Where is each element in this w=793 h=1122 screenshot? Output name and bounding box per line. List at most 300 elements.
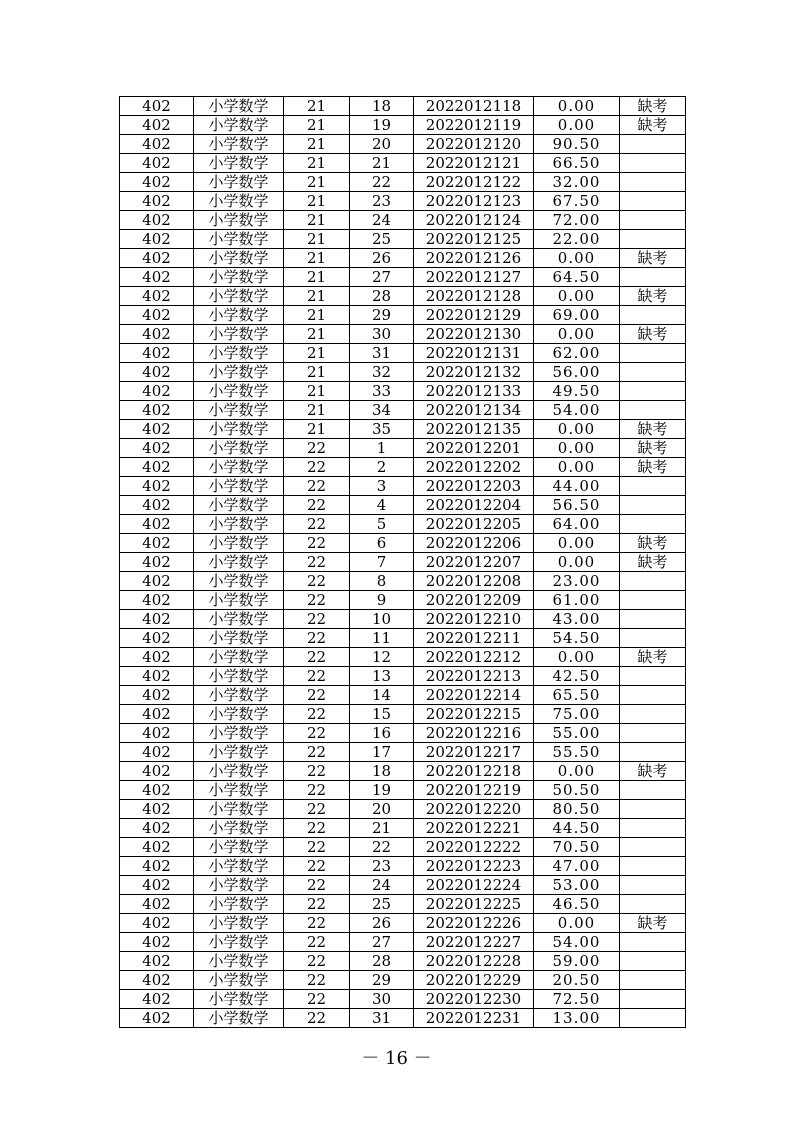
room-cell: 22 bbox=[284, 914, 350, 933]
subject-cell: 小学数学 bbox=[194, 876, 284, 895]
seat-cell: 27 bbox=[350, 268, 414, 287]
room-cell: 22 bbox=[284, 591, 350, 610]
ticket-number-cell: 2022012132 bbox=[414, 363, 534, 382]
exam-code-cell: 402 bbox=[120, 97, 194, 116]
seat-cell: 20 bbox=[350, 135, 414, 154]
remark-cell bbox=[620, 895, 686, 914]
seat-cell: 14 bbox=[350, 686, 414, 705]
seat-cell: 21 bbox=[350, 819, 414, 838]
exam-code-cell: 402 bbox=[120, 800, 194, 819]
ticket-number-cell: 2022012206 bbox=[414, 534, 534, 553]
score-table bbox=[119, 96, 686, 1028]
subject-cell: 小学数学 bbox=[194, 306, 284, 325]
seat-cell: 24 bbox=[350, 211, 414, 230]
ticket-number-cell: 2022012122 bbox=[414, 173, 534, 192]
room-cell: 22 bbox=[284, 610, 350, 629]
score-cell: 32.00 bbox=[534, 173, 620, 192]
table-row bbox=[120, 382, 686, 401]
room-cell: 21 bbox=[284, 306, 350, 325]
seat-cell: 33 bbox=[350, 382, 414, 401]
remark-cell bbox=[620, 401, 686, 420]
ticket-number-cell: 2022012201 bbox=[414, 439, 534, 458]
score-cell: 22.00 bbox=[534, 230, 620, 249]
seat-cell: 15 bbox=[350, 705, 414, 724]
score-cell: 59.00 bbox=[534, 952, 620, 971]
exam-code-cell: 402 bbox=[120, 1009, 194, 1028]
room-cell: 22 bbox=[284, 458, 350, 477]
seat-cell: 21 bbox=[350, 154, 414, 173]
remark-cell bbox=[620, 382, 686, 401]
subject-cell: 小学数学 bbox=[194, 420, 284, 439]
subject-cell: 小学数学 bbox=[194, 838, 284, 857]
score-cell: 43.00 bbox=[534, 610, 620, 629]
subject-cell: 小学数学 bbox=[194, 724, 284, 743]
seat-cell: 25 bbox=[350, 895, 414, 914]
ticket-number-cell: 2022012203 bbox=[414, 477, 534, 496]
remark-cell bbox=[620, 781, 686, 800]
table-row bbox=[120, 648, 686, 667]
ticket-number-cell: 2022012215 bbox=[414, 705, 534, 724]
room-cell: 21 bbox=[284, 420, 350, 439]
table-row bbox=[120, 439, 686, 458]
seat-cell: 8 bbox=[350, 572, 414, 591]
remark-cell: 缺考 bbox=[620, 914, 686, 933]
remark-cell bbox=[620, 192, 686, 211]
seat-cell: 1 bbox=[350, 439, 414, 458]
score-cell: 90.50 bbox=[534, 135, 620, 154]
subject-cell: 小学数学 bbox=[194, 439, 284, 458]
ticket-number-cell: 2022012123 bbox=[414, 192, 534, 211]
seat-cell: 26 bbox=[350, 249, 414, 268]
subject-cell: 小学数学 bbox=[194, 667, 284, 686]
table-row bbox=[120, 477, 686, 496]
room-cell: 21 bbox=[284, 154, 350, 173]
room-cell: 22 bbox=[284, 705, 350, 724]
ticket-number-cell: 2022012202 bbox=[414, 458, 534, 477]
subject-cell: 小学数学 bbox=[194, 249, 284, 268]
table-row bbox=[120, 762, 686, 781]
exam-code-cell: 402 bbox=[120, 154, 194, 173]
seat-cell: 4 bbox=[350, 496, 414, 515]
ticket-number-cell: 2022012133 bbox=[414, 382, 534, 401]
room-cell: 22 bbox=[284, 515, 350, 534]
score-cell: 44.00 bbox=[534, 477, 620, 496]
ticket-number-cell: 2022012226 bbox=[414, 914, 534, 933]
room-cell: 22 bbox=[284, 648, 350, 667]
ticket-number-cell: 2022012213 bbox=[414, 667, 534, 686]
seat-cell: 19 bbox=[350, 781, 414, 800]
ticket-number-cell: 2022012214 bbox=[414, 686, 534, 705]
seat-cell: 19 bbox=[350, 116, 414, 135]
table-row bbox=[120, 686, 686, 705]
seat-cell: 12 bbox=[350, 648, 414, 667]
exam-code-cell: 402 bbox=[120, 496, 194, 515]
table-row bbox=[120, 154, 686, 173]
exam-code-cell: 402 bbox=[120, 762, 194, 781]
score-cell: 47.00 bbox=[534, 857, 620, 876]
subject-cell: 小学数学 bbox=[194, 990, 284, 1009]
subject-cell: 小学数学 bbox=[194, 496, 284, 515]
exam-code-cell: 402 bbox=[120, 192, 194, 211]
seat-cell: 22 bbox=[350, 173, 414, 192]
score-cell: 50.50 bbox=[534, 781, 620, 800]
table-row bbox=[120, 914, 686, 933]
ticket-number-cell: 2022012218 bbox=[414, 762, 534, 781]
seat-cell: 29 bbox=[350, 306, 414, 325]
subject-cell: 小学数学 bbox=[194, 591, 284, 610]
room-cell: 22 bbox=[284, 876, 350, 895]
remark-cell: 缺考 bbox=[620, 534, 686, 553]
remark-cell: 缺考 bbox=[620, 420, 686, 439]
remark-cell: 缺考 bbox=[620, 97, 686, 116]
exam-code-cell: 402 bbox=[120, 268, 194, 287]
subject-cell: 小学数学 bbox=[194, 572, 284, 591]
room-cell: 22 bbox=[284, 496, 350, 515]
score-cell: 55.50 bbox=[534, 743, 620, 762]
subject-cell: 小学数学 bbox=[194, 287, 284, 306]
ticket-number-cell: 2022012126 bbox=[414, 249, 534, 268]
ticket-number-cell: 2022012221 bbox=[414, 819, 534, 838]
room-cell: 21 bbox=[284, 287, 350, 306]
table-row bbox=[120, 667, 686, 686]
exam-code-cell: 402 bbox=[120, 534, 194, 553]
exam-code-cell: 402 bbox=[120, 553, 194, 572]
table-row bbox=[120, 287, 686, 306]
room-cell: 22 bbox=[284, 667, 350, 686]
table-row bbox=[120, 534, 686, 553]
score-cell: 23.00 bbox=[534, 572, 620, 591]
subject-cell: 小学数学 bbox=[194, 116, 284, 135]
subject-cell: 小学数学 bbox=[194, 230, 284, 249]
table-row bbox=[120, 857, 686, 876]
subject-cell: 小学数学 bbox=[194, 648, 284, 667]
exam-code-cell: 402 bbox=[120, 971, 194, 990]
ticket-number-cell: 2022012225 bbox=[414, 895, 534, 914]
remark-cell: 缺考 bbox=[620, 325, 686, 344]
table-row bbox=[120, 591, 686, 610]
remark-cell bbox=[620, 876, 686, 895]
table-row bbox=[120, 743, 686, 762]
remark-cell bbox=[620, 135, 686, 154]
table-row bbox=[120, 97, 686, 116]
ticket-number-cell: 2022012125 bbox=[414, 230, 534, 249]
seat-cell: 23 bbox=[350, 192, 414, 211]
exam-code-cell: 402 bbox=[120, 743, 194, 762]
room-cell: 22 bbox=[284, 800, 350, 819]
exam-code-cell: 402 bbox=[120, 116, 194, 135]
table-row bbox=[120, 724, 686, 743]
score-cell: 54.50 bbox=[534, 629, 620, 648]
room-cell: 22 bbox=[284, 724, 350, 743]
table-row bbox=[120, 933, 686, 952]
exam-code-cell: 402 bbox=[120, 724, 194, 743]
ticket-number-cell: 2022012129 bbox=[414, 306, 534, 325]
subject-cell: 小学数学 bbox=[194, 477, 284, 496]
ticket-number-cell: 2022012124 bbox=[414, 211, 534, 230]
score-cell: 44.50 bbox=[534, 819, 620, 838]
table-row bbox=[120, 496, 686, 515]
score-cell: 53.00 bbox=[534, 876, 620, 895]
remark-cell: 缺考 bbox=[620, 116, 686, 135]
exam-code-cell: 402 bbox=[120, 648, 194, 667]
remark-cell bbox=[620, 572, 686, 591]
room-cell: 21 bbox=[284, 382, 350, 401]
subject-cell: 小学数学 bbox=[194, 135, 284, 154]
seat-cell: 23 bbox=[350, 857, 414, 876]
score-cell: 55.00 bbox=[534, 724, 620, 743]
ticket-number-cell: 2022012205 bbox=[414, 515, 534, 534]
room-cell: 22 bbox=[284, 477, 350, 496]
seat-cell: 30 bbox=[350, 325, 414, 344]
ticket-number-cell: 2022012135 bbox=[414, 420, 534, 439]
subject-cell: 小学数学 bbox=[194, 705, 284, 724]
exam-code-cell: 402 bbox=[120, 857, 194, 876]
seat-cell: 34 bbox=[350, 401, 414, 420]
exam-code-cell: 402 bbox=[120, 249, 194, 268]
table-row bbox=[120, 876, 686, 895]
score-cell: 56.50 bbox=[534, 496, 620, 515]
score-cell: 72.00 bbox=[534, 211, 620, 230]
remark-cell bbox=[620, 857, 686, 876]
table-row bbox=[120, 990, 686, 1009]
seat-cell: 35 bbox=[350, 420, 414, 439]
score-table-body bbox=[120, 97, 686, 1028]
score-cell: 64.00 bbox=[534, 515, 620, 534]
seat-cell: 32 bbox=[350, 363, 414, 382]
exam-code-cell: 402 bbox=[120, 420, 194, 439]
table-row bbox=[120, 629, 686, 648]
seat-cell: 27 bbox=[350, 933, 414, 952]
table-row bbox=[120, 401, 686, 420]
ticket-number-cell: 2022012209 bbox=[414, 591, 534, 610]
room-cell: 21 bbox=[284, 173, 350, 192]
seat-cell: 18 bbox=[350, 97, 414, 116]
score-cell: 0.00 bbox=[534, 648, 620, 667]
table-row bbox=[120, 344, 686, 363]
score-cell: 67.50 bbox=[534, 192, 620, 211]
exam-code-cell: 402 bbox=[120, 439, 194, 458]
room-cell: 22 bbox=[284, 952, 350, 971]
remark-cell bbox=[620, 629, 686, 648]
remark-cell bbox=[620, 952, 686, 971]
table-row bbox=[120, 173, 686, 192]
room-cell: 21 bbox=[284, 135, 350, 154]
score-cell: 0.00 bbox=[534, 325, 620, 344]
remark-cell bbox=[620, 591, 686, 610]
room-cell: 22 bbox=[284, 553, 350, 572]
seat-cell: 22 bbox=[350, 838, 414, 857]
remark-cell: 缺考 bbox=[620, 287, 686, 306]
exam-code-cell: 402 bbox=[120, 610, 194, 629]
seat-cell: 25 bbox=[350, 230, 414, 249]
seat-cell: 31 bbox=[350, 1009, 414, 1028]
table-row bbox=[120, 952, 686, 971]
ticket-number-cell: 2022012210 bbox=[414, 610, 534, 629]
exam-code-cell: 402 bbox=[120, 838, 194, 857]
score-cell: 65.50 bbox=[534, 686, 620, 705]
table-row bbox=[120, 211, 686, 230]
remark-cell bbox=[620, 154, 686, 173]
exam-code-cell: 402 bbox=[120, 933, 194, 952]
room-cell: 22 bbox=[284, 439, 350, 458]
table-row bbox=[120, 515, 686, 534]
table-row bbox=[120, 230, 686, 249]
room-cell: 22 bbox=[284, 629, 350, 648]
subject-cell: 小学数学 bbox=[194, 933, 284, 952]
subject-cell: 小学数学 bbox=[194, 895, 284, 914]
subject-cell: 小学数学 bbox=[194, 344, 284, 363]
exam-code-cell: 402 bbox=[120, 363, 194, 382]
remark-cell bbox=[620, 971, 686, 990]
table-row bbox=[120, 363, 686, 382]
score-cell: 0.00 bbox=[534, 97, 620, 116]
table-row bbox=[120, 800, 686, 819]
remark-cell bbox=[620, 363, 686, 382]
table-row bbox=[120, 306, 686, 325]
room-cell: 22 bbox=[284, 819, 350, 838]
exam-code-cell: 402 bbox=[120, 515, 194, 534]
subject-cell: 小学数学 bbox=[194, 1009, 284, 1028]
score-cell: 61.00 bbox=[534, 591, 620, 610]
remark-cell bbox=[620, 686, 686, 705]
seat-cell: 18 bbox=[350, 762, 414, 781]
subject-cell: 小学数学 bbox=[194, 629, 284, 648]
ticket-number-cell: 2022012121 bbox=[414, 154, 534, 173]
table-row bbox=[120, 705, 686, 724]
ticket-number-cell: 2022012212 bbox=[414, 648, 534, 667]
subject-cell: 小学数学 bbox=[194, 762, 284, 781]
remark-cell bbox=[620, 743, 686, 762]
remark-cell bbox=[620, 990, 686, 1009]
subject-cell: 小学数学 bbox=[194, 401, 284, 420]
score-cell: 62.00 bbox=[534, 344, 620, 363]
subject-cell: 小学数学 bbox=[194, 363, 284, 382]
ticket-number-cell: 2022012208 bbox=[414, 572, 534, 591]
room-cell: 21 bbox=[284, 249, 350, 268]
table-row bbox=[120, 838, 686, 857]
subject-cell: 小学数学 bbox=[194, 914, 284, 933]
ticket-number-cell: 2022012131 bbox=[414, 344, 534, 363]
score-cell: 46.50 bbox=[534, 895, 620, 914]
exam-code-cell: 402 bbox=[120, 306, 194, 325]
seat-cell: 20 bbox=[350, 800, 414, 819]
exam-code-cell: 402 bbox=[120, 325, 194, 344]
score-cell: 0.00 bbox=[534, 458, 620, 477]
remark-cell: 缺考 bbox=[620, 553, 686, 572]
subject-cell: 小学数学 bbox=[194, 971, 284, 990]
table-row bbox=[120, 116, 686, 135]
ticket-number-cell: 2022012227 bbox=[414, 933, 534, 952]
score-cell: 69.00 bbox=[534, 306, 620, 325]
ticket-number-cell: 2022012219 bbox=[414, 781, 534, 800]
exam-code-cell: 402 bbox=[120, 572, 194, 591]
exam-code-cell: 402 bbox=[120, 876, 194, 895]
seat-cell: 7 bbox=[350, 553, 414, 572]
subject-cell: 小学数学 bbox=[194, 781, 284, 800]
subject-cell: 小学数学 bbox=[194, 268, 284, 287]
remark-cell bbox=[620, 933, 686, 952]
score-cell: 70.50 bbox=[534, 838, 620, 857]
room-cell: 21 bbox=[284, 211, 350, 230]
ticket-number-cell: 2022012118 bbox=[414, 97, 534, 116]
score-cell: 56.00 bbox=[534, 363, 620, 382]
subject-cell: 小学数学 bbox=[194, 458, 284, 477]
seat-cell: 29 bbox=[350, 971, 414, 990]
remark-cell bbox=[620, 496, 686, 515]
score-cell: 0.00 bbox=[534, 914, 620, 933]
room-cell: 21 bbox=[284, 230, 350, 249]
exam-code-cell: 402 bbox=[120, 914, 194, 933]
room-cell: 22 bbox=[284, 895, 350, 914]
subject-cell: 小学数学 bbox=[194, 743, 284, 762]
ticket-number-cell: 2022012228 bbox=[414, 952, 534, 971]
table-row bbox=[120, 819, 686, 838]
seat-cell: 28 bbox=[350, 952, 414, 971]
room-cell: 22 bbox=[284, 686, 350, 705]
subject-cell: 小学数学 bbox=[194, 819, 284, 838]
score-cell: 0.00 bbox=[534, 553, 620, 572]
table-row bbox=[120, 268, 686, 287]
score-cell: 54.00 bbox=[534, 933, 620, 952]
remark-cell: 缺考 bbox=[620, 249, 686, 268]
ticket-number-cell: 2022012127 bbox=[414, 268, 534, 287]
ticket-number-cell: 2022012134 bbox=[414, 401, 534, 420]
seat-cell: 16 bbox=[350, 724, 414, 743]
room-cell: 21 bbox=[284, 97, 350, 116]
remark-cell bbox=[620, 705, 686, 724]
room-cell: 22 bbox=[284, 534, 350, 553]
exam-code-cell: 402 bbox=[120, 705, 194, 724]
table-row bbox=[120, 325, 686, 344]
seat-cell: 6 bbox=[350, 534, 414, 553]
seat-cell: 5 bbox=[350, 515, 414, 534]
seat-cell: 11 bbox=[350, 629, 414, 648]
room-cell: 21 bbox=[284, 325, 350, 344]
exam-code-cell: 402 bbox=[120, 211, 194, 230]
subject-cell: 小学数学 bbox=[194, 382, 284, 401]
ticket-number-cell: 2022012216 bbox=[414, 724, 534, 743]
room-cell: 22 bbox=[284, 971, 350, 990]
ticket-number-cell: 2022012204 bbox=[414, 496, 534, 515]
seat-cell: 10 bbox=[350, 610, 414, 629]
exam-code-cell: 402 bbox=[120, 591, 194, 610]
exam-code-cell: 402 bbox=[120, 819, 194, 838]
remark-cell bbox=[620, 173, 686, 192]
ticket-number-cell: 2022012222 bbox=[414, 838, 534, 857]
room-cell: 21 bbox=[284, 344, 350, 363]
remark-cell bbox=[620, 1009, 686, 1028]
score-cell: 42.50 bbox=[534, 667, 620, 686]
subject-cell: 小学数学 bbox=[194, 800, 284, 819]
ticket-number-cell: 2022012207 bbox=[414, 553, 534, 572]
table-row bbox=[120, 781, 686, 800]
exam-code-cell: 402 bbox=[120, 629, 194, 648]
room-cell: 22 bbox=[284, 933, 350, 952]
score-cell: 80.50 bbox=[534, 800, 620, 819]
subject-cell: 小学数学 bbox=[194, 515, 284, 534]
exam-code-cell: 402 bbox=[120, 952, 194, 971]
exam-code-cell: 402 bbox=[120, 382, 194, 401]
seat-cell: 31 bbox=[350, 344, 414, 363]
score-cell: 75.00 bbox=[534, 705, 620, 724]
score-cell: 49.50 bbox=[534, 382, 620, 401]
exam-code-cell: 402 bbox=[120, 135, 194, 154]
score-cell: 13.00 bbox=[534, 1009, 620, 1028]
score-cell: 0.00 bbox=[534, 287, 620, 306]
remark-cell bbox=[620, 477, 686, 496]
score-cell: 0.00 bbox=[534, 762, 620, 781]
score-cell: 72.50 bbox=[534, 990, 620, 1009]
